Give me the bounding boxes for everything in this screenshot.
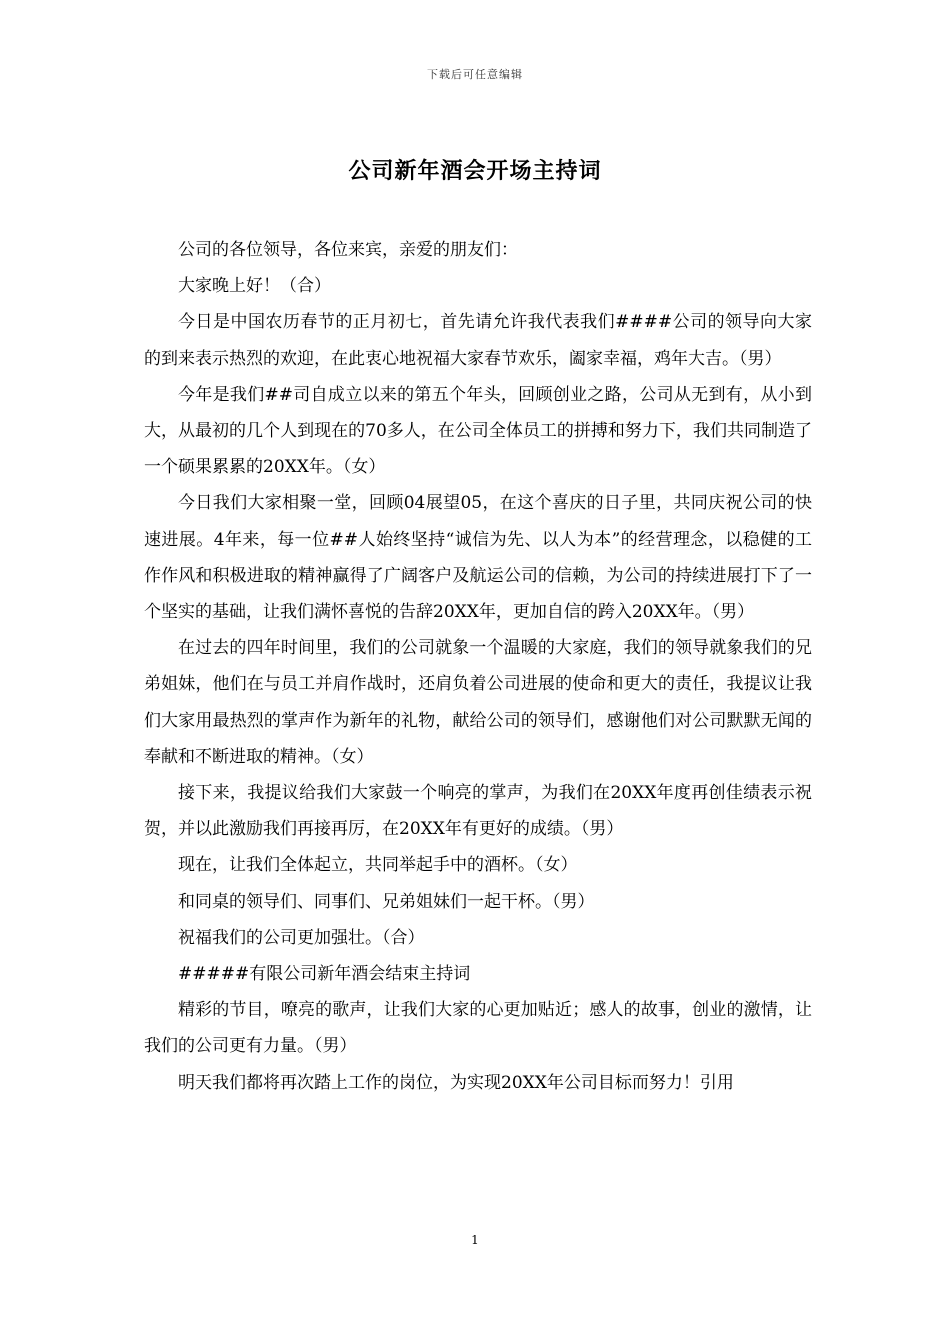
paragraph-applause: 接下来，我提议给我们大家鼓一个响亮的掌声，为我们在20XX年度再创佳绩表示祝贺，并以此激励我们再接再厉，在20XX年有更好的成绩。（男） [144,783,812,840]
paragraph-fifth-year: 今年是我们##司自成立以来的第五个年头，回顾创业之路，公司从无到有，从小到大，从最初的几个人到现在的70多人，在公司全体员工的拼搏和努力下，我们共同制造了一个硕果累累的20XX年。（女） [144,384,812,478]
paragraph-welcome: 今日是中国农历春节的正月初七，首先请允许我代表我们####公司的领导向大家的到来表示热烈的欢迎，在此衷心地祝福大家春节欢乐，阖家幸福，鸡年大吉。（男） [144,312,812,369]
paragraph-blessing: 祝福我们的公司更加强壮。（合） [178,927,425,948]
paragraph-tomorrow: 明天我们都将再次踏上工作的岗位，为实现20XX年公司目标而努力！引用 [178,1072,734,1093]
paragraph-past-four-years: 在过去的四年时间里，我们的公司就象一个温暖的大家庭，我们的领导就象我们的兄弟姐妹，他们在与员工并肩作战时，还肩负着公司进展的使命和更大的责任，我提议让我们大家用最热烈的掌声作为新年的礼物，献给公司的领导们，感谢他们对公司默默无闻的奉献和不断进取的精神。（女） [144,638,812,767]
page-number: 1 [471,1233,479,1247]
paragraph-good-evening: 大家晚上好！（合） [178,276,331,297]
paragraph-toast: 和同桌的领导们、同事们、兄弟姐妹们一起干杯。（男） [178,891,595,912]
document-body [144,232,812,1101]
header-note: 下载后可任意编辑 [427,68,523,81]
paragraph-closing-heading: #####有限公司新年酒会结束主持词 [178,964,471,985]
document-title: 公司新年酒会开场主持词 [348,158,602,184]
paragraph-gathering: 今日我们大家相聚一堂，回顾04展望05，在这个喜庆的日子里，共同庆祝公司的快速进展。4年来，每一位##人始终坚持“诚信为先、以人为本”的经营理念，以稳健的工作作风和积极进取的精神赢得了广阔客户及航运公司的信赖，为公司的持续进展打下了一个坚实的基础，让我们满怀喜悦的告辞20XX年，更加自信的跨入20XX年。（男） [144,493,812,623]
paragraph-wonderful-program: 精彩的节目，嘹亮的歌声，让我们大家的心更加贴近；感人的故事，创业的激情，让我们的公司更有力量。（男） [144,1000,812,1057]
paragraph-stand-up: 现在，让我们全体起立，共同举起手中的酒杯。（女） [178,855,578,876]
paragraph-greeting: 公司的各位领导，各位来宾，亲爱的朋友们： [178,240,518,260]
